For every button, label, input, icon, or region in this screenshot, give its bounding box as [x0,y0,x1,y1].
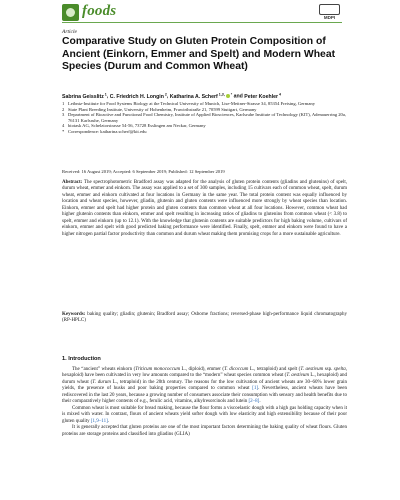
article-type: Article [62,29,77,35]
author-separator: , [166,93,170,100]
author-affiliation-marker: 1,3, [217,92,225,96]
affiliation-text: Department of Bioactive and Functional Food Chemistry, Institute of Applied Biosciences, Karlsruhe Institute of Technology (KIT), Adenauerring 20a, 76131 Karlsruhe, Germany [68,112,347,123]
body-text: L., tetraploid) and spelt ( [248,367,301,372]
affiliation-text: Leibniz-Institute for Food Systems Biology at the Technical University of Munich, Lise-Meitner-Strasse 34, 85354 Freising, Germany [68,101,316,106]
species-name: T. aestivum [286,373,310,379]
citation-link[interactable]: [1] [252,386,259,392]
intro-paragraph-2 [62,406,347,425]
author-separator: and [232,93,245,100]
body-text: It is generally accepted that gluten proteins are one of the most important factors determining the baking quality of wheat flours. Gluten proteins are storage proteins and classified into gliadins (GLIA) [62,425,347,437]
body-text: ssp. [323,367,334,372]
species-name: spelta [333,367,346,372]
species-name: T. aestivum [300,367,324,372]
affiliation-item [62,129,347,135]
affiliation-number: 1 [62,101,65,106]
author-name: Peter Koehler [244,93,278,100]
author-3[interactable] [170,94,232,100]
abstract-text: The spectrophotometric Bradford assay was adapted for the analysis of gluten protein contents (gliadins and glutenins) of spelt, durum wheat, emmer and einkorn. The assay was applied to a set of 300 samples, including 15 cultivars each of common wheat, spelt, durum wheat, emmer and einkorn cultivated at four locations in Germany in the same year. The total protein content was equally influenced by location and wheat species, however, gliadin, glutenin and gluten contents were influenced more strongly by wheat species than location. Einkorn, emmer and spelt had higher protein and gluten contents than common wheat at all four locations. However, common wheat had higher glutenin contents than einkorn, emmer and spelt resulting in increasing ratios of gliadins to glutenins from common wheat (< 3.8) to spelt, emmer and einkorn (up to 12.1). With the knowledge that glutenin contents are suitable predictors for high baking volume, cultivars of einkorn, emmer and spelt with good predicted baking performance were identified. Finally, spelt, emmer and einkorn were found to have a higher nitrogen partial factor productivity than common and durum wheat making them promising crops for a more sustainable agriculture. [62,180,347,237]
publisher-logo[interactable] [319,4,340,20]
journal-logo-icon[interactable] [62,4,79,21]
affiliation-text: Correspondence: katharina.scherf@kit.edu [68,128,147,134]
affiliation-number: 4 [62,123,65,129]
affiliation-list [62,101,347,135]
section-heading: 1. Introduction [62,356,101,362]
corresponding-marker: * [230,92,233,96]
author-list [62,92,347,100]
affiliation-number: 3 [62,112,65,118]
citation-link[interactable]: [1,9–11] [90,418,108,424]
author-affiliation-marker: 4 [277,92,281,96]
keywords-text: baking quality; gliadin; glutenin; Bradford assay; Osborne fractions; reversed-phase high-performance liquid chromatography (RP-HPLC) [62,312,347,324]
header-divider [62,22,342,23]
mdpi-badge-icon [319,4,340,15]
body-text: . [107,418,110,424]
abstract [62,180,347,238]
affiliation-item [62,112,347,123]
species-name: Triticum monococcum [135,367,181,372]
author-name: Katharina A. Scherf [169,93,218,100]
author-affiliation-marker: 1 [103,92,107,96]
author-4[interactable] [244,94,281,100]
author-name: C. Friedrich H. Longin [109,93,164,100]
article-title: Comparative Study on Gluten Protein Composition of Ancient (Einkorn, Emmer and Spelt) and Modern Wheat Species (Durum and Common Wheat) [62,36,336,73]
intro-paragraph-1 [62,367,347,406]
introduction-body [62,367,347,438]
author-affiliation-marker: 2 [163,92,167,96]
keywords [62,312,347,325]
affiliation-text: biotask AG, Schelztorstrasse 54-56, 73728 Esslingen am Neckar, Germany [68,123,206,129]
affiliation-number: 2 [62,106,65,112]
orcid-icon[interactable] [226,92,233,98]
body-text: , hexaploid) have been cultivated in very low amounts compared to the “modern” wheat species common wheat ( [62,367,347,379]
body-text: Common wheat is most suitable for bread making, because the flour forms a viscoelastic dough with a high gas holding capacity when it is mixed with water. In contrast, flours of ancient wheats yield softer dough with low elasticity and high extensibility because of their poor gluten quality [62,405,347,424]
author-2[interactable] [110,94,167,100]
author-separator: , [106,93,110,100]
body-text: L., tetraploid) in the 20th century. The reasons for the low cultivation of ancient wheats are 30–60% lower grain yields, the presence of husks and poor baking properties compared to common wheat [62,379,347,392]
author-name: Sabrina Geisslitz [62,93,104,100]
publisher-name: MDPI [323,15,336,20]
species-name: T. dicoccum [224,367,249,372]
body-text: L., diploid), emmer ( [180,367,225,372]
affiliation-number: * [62,128,65,134]
body-text: The “ancient” wheats einkorn ( [72,367,136,372]
species-name: T. durum [92,379,111,385]
body-text: . Nevertheless, ancient wheats have been rediscovered in the last 20 years, because a growing number of consumers associate their consumption with sensory and health benefits due to their comparatively higher contents of e.g., ferulic acid, vitamins, alkylresorcinols and lutein [62,386,347,405]
keywords-label: Keywords: [62,312,86,317]
abstract-label: Abstract: [62,180,83,185]
affiliation-text: State Plant Breeding Institute, University of Hohenheim, Fruwirthstraße 21, 70599 Stuttgart, Germany [68,106,257,112]
citation-link[interactable]: [2–8] [248,399,260,405]
intro-paragraph-3 [62,425,347,438]
author-1[interactable] [62,94,107,100]
journal-name[interactable]: foods [82,3,117,19]
body-text: L., hexaploid) and durum wheat ( [62,373,347,385]
publication-dates: Received: 16 August 2019; Accepted: 6 September 2019; Published: 12 September 2019 [62,169,225,174]
body-text: . [259,399,261,405]
